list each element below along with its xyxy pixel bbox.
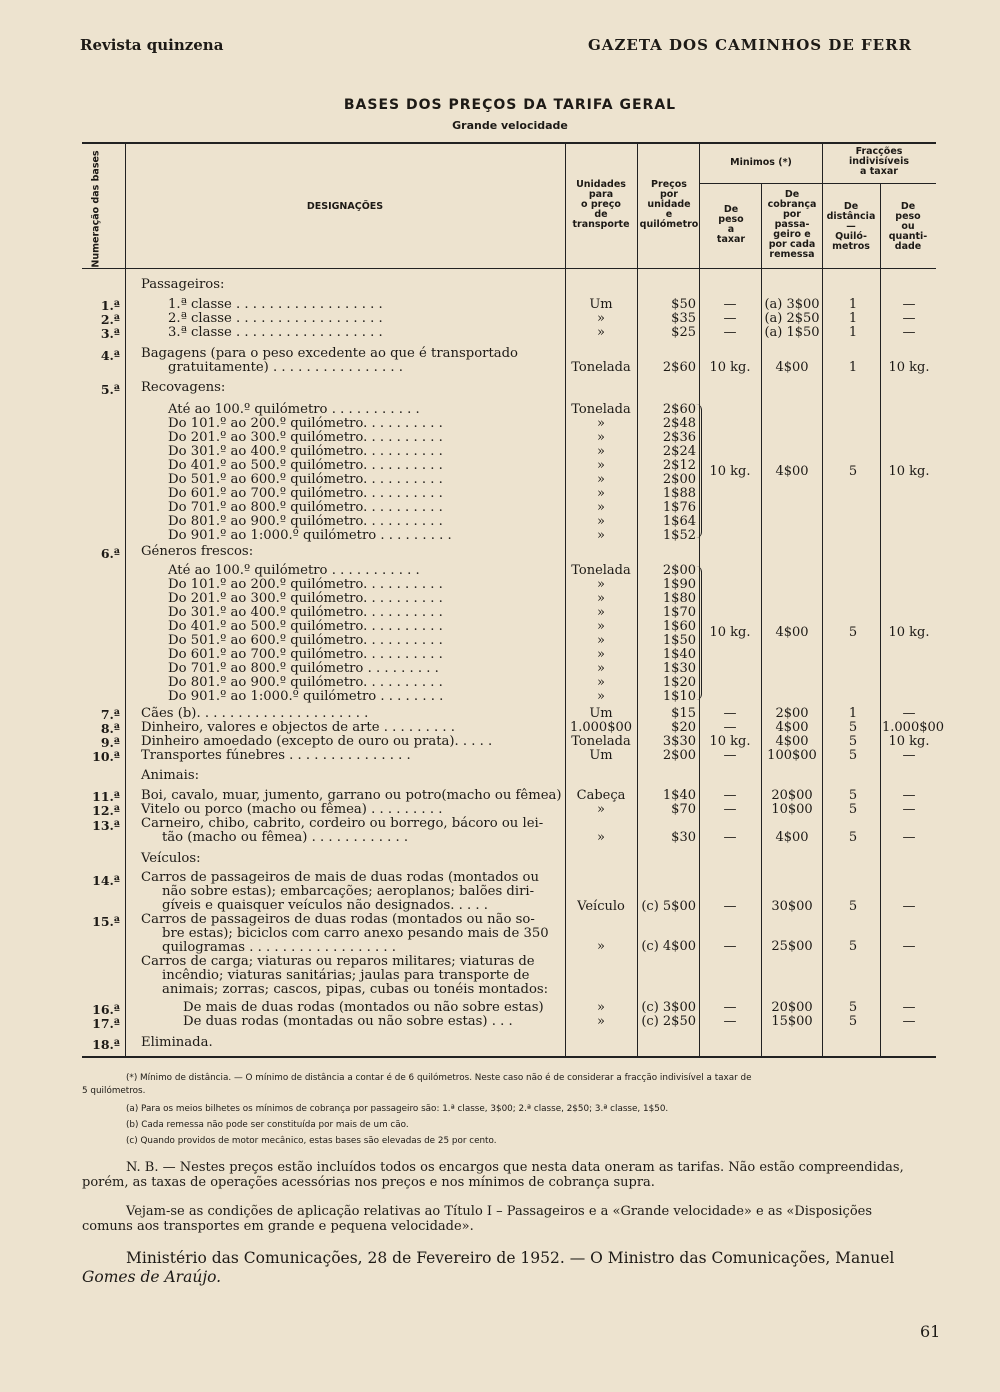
col-header-min-cobranca: De cobrança por passa- geiro e por cada remessa: [767, 189, 817, 260]
footnote-c: (c) Quando providos de motor mecânico, estas bases são elevadas de 25 por cento.: [126, 1136, 497, 1146]
footnote-b: (b) Cada remessa não pode ser constituída por mais de um cão.: [126, 1120, 409, 1130]
title-sub: Grande velocidade: [452, 119, 568, 132]
col-header-fraccoes: Fracções indivisíveis a taxar: [849, 146, 909, 177]
footnote-a: (a) Para os meios bilhetes os mínimos de cobrança por passageiro são: 1.ª classe, 3$00; 2.ª classe, 2$50; 3.ª classe, 1$50.: [126, 1104, 669, 1114]
col-line-6: [822, 144, 823, 1056]
header-left: Revista quinzena: [80, 36, 224, 54]
col-header-min-peso: De peso a taxar: [716, 204, 746, 245]
col-header-designacoes: DESIGNAÇÕES: [306, 201, 384, 212]
col-header-minimos: Minimos (*): [730, 157, 792, 168]
col-header-numeracao: Numeração das bases: [90, 150, 102, 268]
col-header-frac-peso: De peso ou quanti- dade: [888, 201, 928, 252]
fraccoes-rule: [822, 183, 936, 184]
col-line-1: [125, 144, 126, 1056]
signature: Ministério das Comunicações, 28 de Fevereiro de 1952. — O Ministro das Comunicações, Manuel Gomes de Araújo.: [82, 1249, 895, 1286]
col-header-frac-dist: De distância — Quiló- metros: [826, 201, 876, 252]
nb-paragraph: N. B. — Nestes preços estão incluídos todos os encargos que nesta data oneram as tarifas. Não estão compreendidas, porém, as taxas de operações acessórias nos preços e nos mínimos de cobrança supra.: [82, 1160, 904, 1190]
section-passageiros: Passageiros:: [141, 277, 225, 292]
vejam-paragraph: Vejam-se as condições de aplicação relativas ao Título I – Passageiros e a «Grande velocidade» e as «Disposições comuns aos transportes em grande e pequena velocidade».: [82, 1204, 873, 1234]
footnote-star: (*) Mínimo de distância. — O mínimo de distância a contar é de 6 quilómetros. Neste caso não é de considerar a fracção indivisível a taxar de: [126, 1073, 752, 1083]
section-veiculos: Veículos:: [141, 851, 201, 866]
table-bottom-rule: [82, 1056, 936, 1058]
col-header-precos: Preços por unidade e quilómetro: [639, 179, 699, 230]
header-right: GAZETA DOS CAMINHOS DE FERR: [588, 36, 913, 54]
page-number: 61: [920, 1322, 941, 1341]
header-bottom-rule: [82, 268, 936, 269]
footnote-star-cont: 5 quilómetros.: [82, 1086, 146, 1096]
table-top-rule: [82, 142, 936, 144]
section-animais: Animais:: [141, 768, 200, 783]
title-main: BASES DOS PREÇOS DA TARIFA GERAL: [343, 97, 677, 113]
col-header-unidades: Unidades para o preço de transporte: [572, 179, 630, 230]
